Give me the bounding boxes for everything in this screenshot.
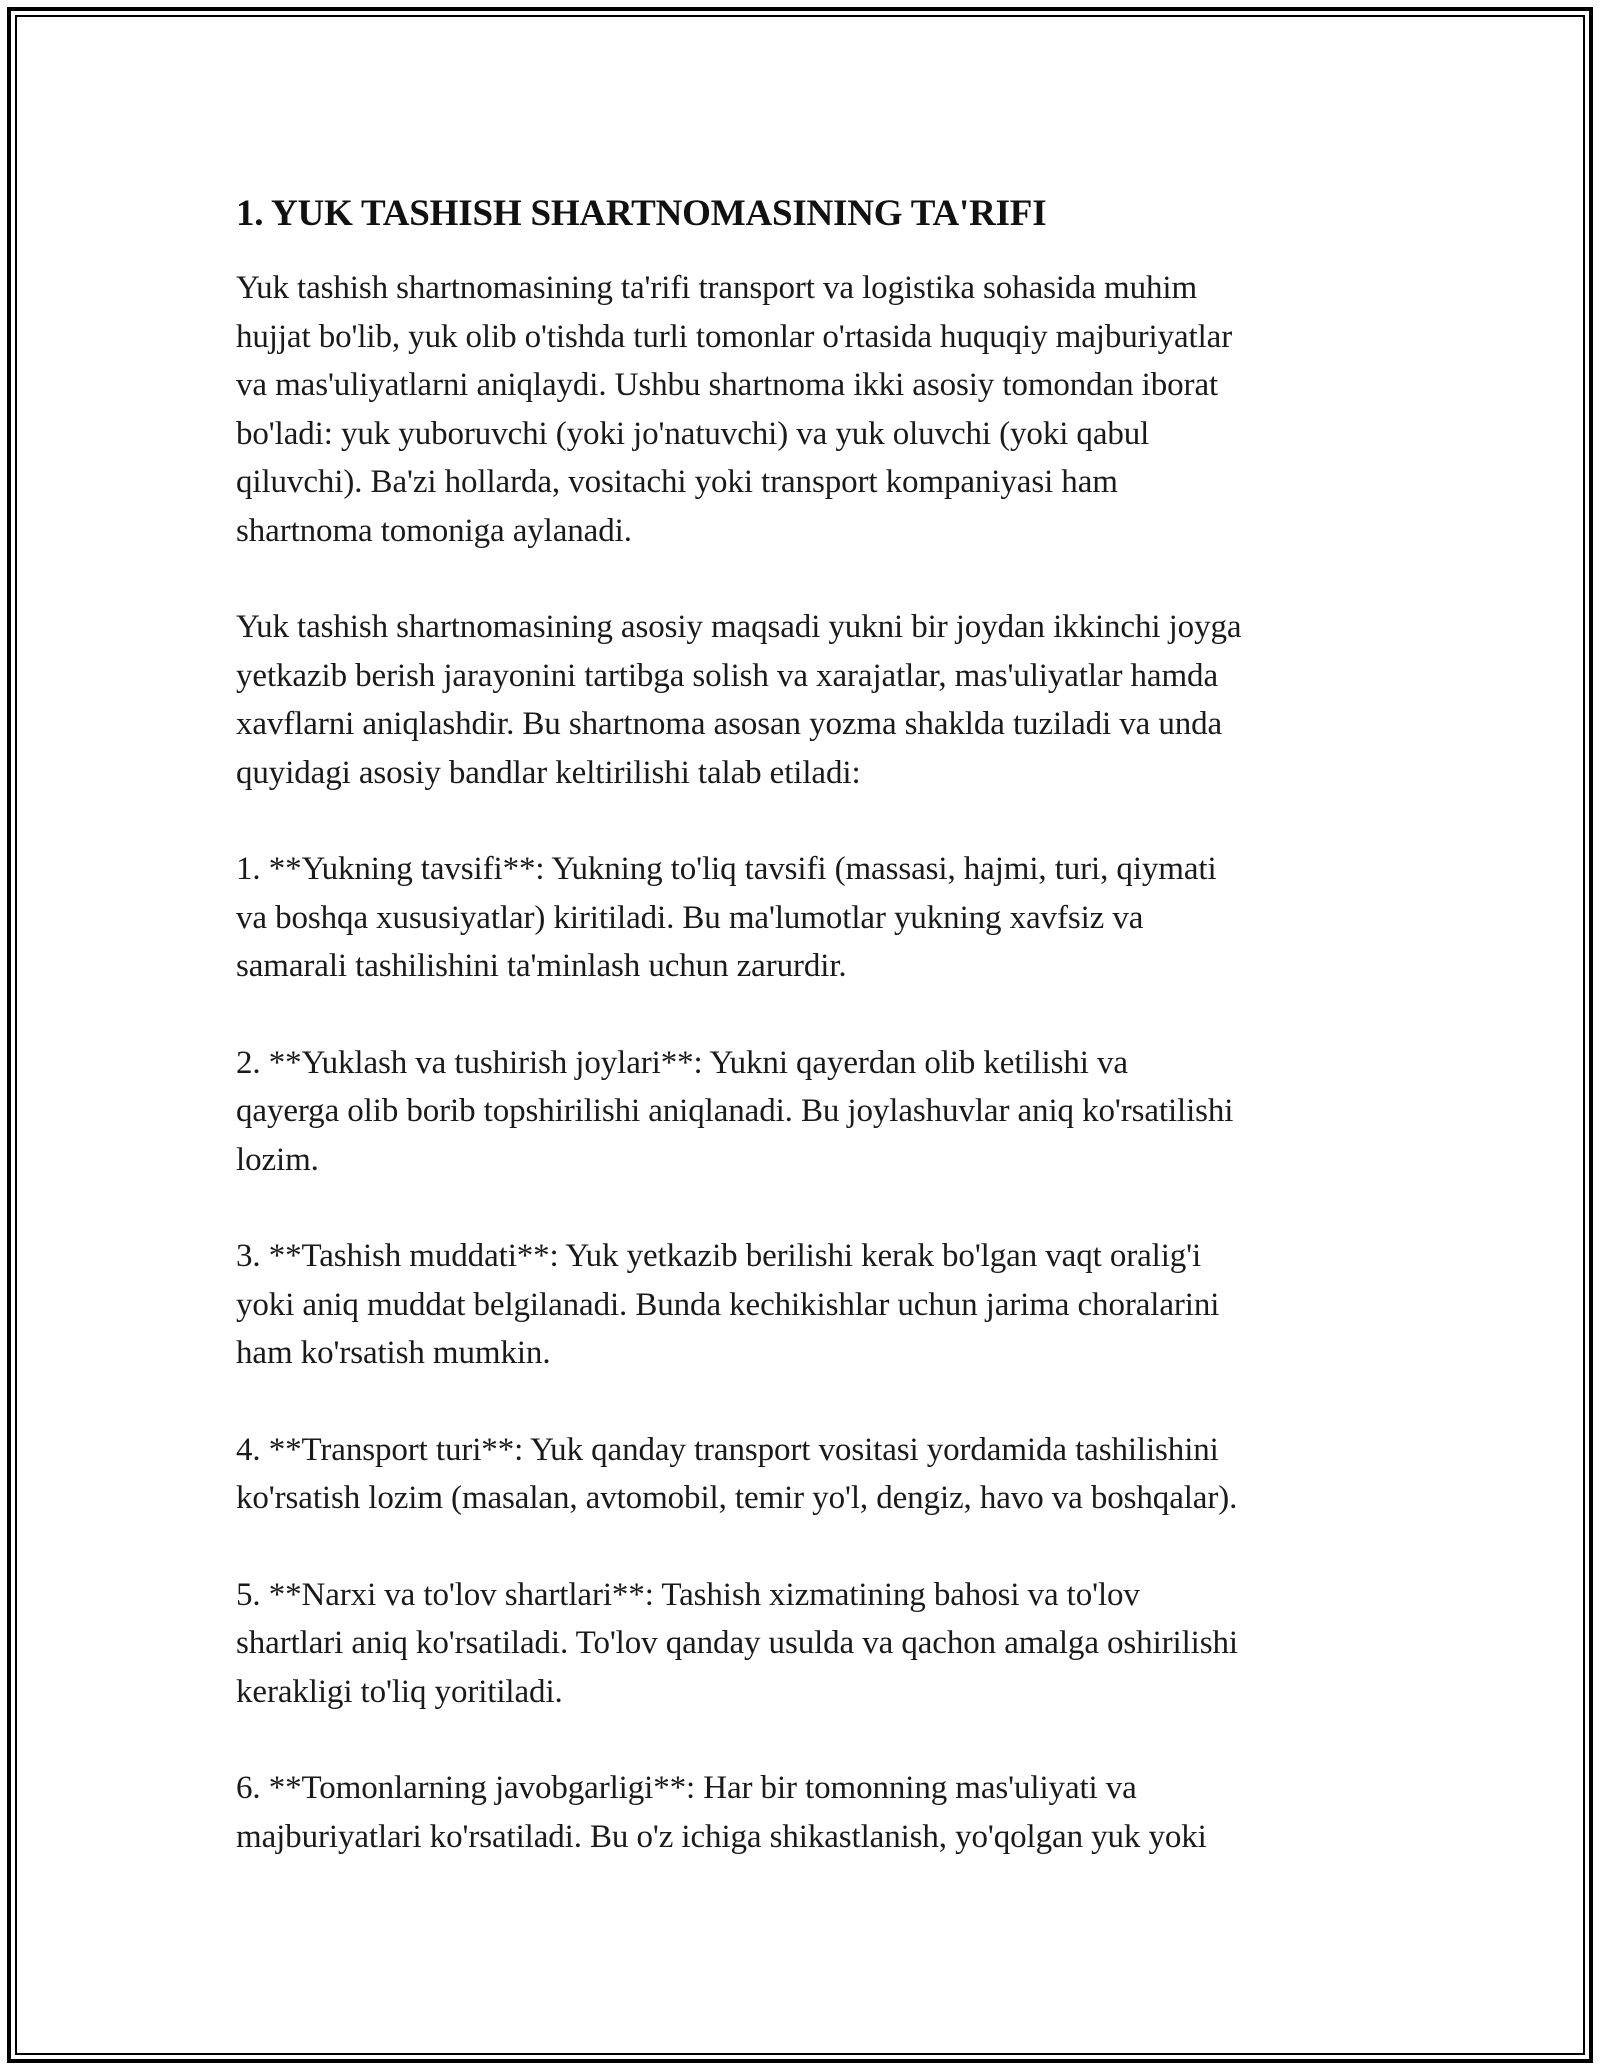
text-line: shartlari aniq ko'rsatiladi. To'lov qanday usulda va qachon amalga oshirilishi <box>236 1625 1238 1661</box>
text-line: va boshqa xususiyatlar) kiritiladi. Bu ma'lumotlar yukning xavfsiz va <box>236 899 1144 936</box>
text-line: va mas'uliyatlarni aniqlaydi. Ushbu shartnoma ikki asosiy tomondan iborat <box>236 367 1219 403</box>
text-line: quyidagi asosiy bandlar keltirilishi talab etiladi: <box>236 754 861 791</box>
text-line: 5. **Narxi va to'lov shartlari**: Tashish xizmatining bahosi va to'lov <box>236 1576 1140 1613</box>
text-line: hujjat bo'lib, yuk olib o'tishda turli tomonlar o'rtasida huquqiy majburiyatlar <box>236 318 1233 355</box>
document-body <box>236 184 1386 1909</box>
text-line: xavflarni aniqlashdir. Bu shartnoma asosan yozma shaklda tuziladi va unda <box>236 706 1223 742</box>
text-line: 4. **Transport turi**: Yuk qanday transport vositasi yordamida tashilishini <box>236 1431 1219 1468</box>
text-line: kerakligi to'liq yoritiladi. <box>236 1673 563 1710</box>
text-line: 2. **Yuklash va tushirish joylari**: Yukni qayerdan olib ketilishi va <box>236 1044 1128 1081</box>
text-line: Yuk tashish shartnomasining ta'rifi transport va logistika sohasida muhim <box>236 270 1198 306</box>
text-line: 6. **Tomonlarning javobgarligi**: Har bir tomonning mas'uliyati va <box>236 1770 1137 1806</box>
paragraph-purpose <box>236 603 1386 797</box>
list-item-transport-period <box>236 1232 1386 1378</box>
list-item-price-payment <box>236 1571 1386 1717</box>
list-item-liability <box>236 1764 1386 1861</box>
text-line: qayerga olib borib topshirilishi aniqlanadi. Bu joylashuvlar aniq ko'rsatilishi <box>236 1093 1234 1129</box>
paragraph-definition <box>236 264 1386 555</box>
text-line: bo'ladi: yuk yuboruvchi (yoki jo'natuvchi) va yuk oluvchi (yoki qabul <box>236 415 1150 452</box>
text-line: qiluvchi). Ba'zi hollarda, vositachi yoki transport kompaniyasi ham <box>236 464 1118 500</box>
text-line: majburiyatlari ko'rsatiladi. Bu o'z ichiga shikastlanish, yo'qolgan yuk yoki <box>236 1818 1207 1855</box>
text-line: yetkazib berish jarayonini tartibga solish va xarajatlar, mas'uliyatlar hamda <box>236 657 1218 694</box>
text-line: 1. **Yukning tavsifi**: Yukning to'liq tavsifi (massasi, hajmi, turi, qiymati <box>236 851 1217 887</box>
text-line: shartnoma tomoniga aylanadi. <box>236 512 632 549</box>
text-line: samarali tashilishini ta'minlash uchun zarurdir. <box>236 948 847 984</box>
section-heading: 1. YUK TASHISH SHARTNOMASINING TA'RIFI <box>236 193 1047 234</box>
text-line: ham ko'rsatish mumkin. <box>236 1335 551 1371</box>
text-line: ko'rsatish lozim (masalan, avtomobil, temir yo'l, dengiz, havo va boshqalar). <box>236 1480 1238 1516</box>
text-line: lozim. <box>236 1141 319 1178</box>
list-item-transport-type <box>236 1426 1386 1523</box>
list-item-cargo-description <box>236 845 1386 991</box>
text-line: Yuk tashish shartnomasining asosiy maqsadi yukni bir joydan ikkinchi joyga <box>236 609 1242 645</box>
text-line: 3. **Tashish muddati**: Yuk yetkazib berilishi kerak bo'lgan vaqt oralig'i <box>236 1238 1202 1274</box>
text-line: yoki aniq muddat belgilanadi. Bunda kechikishlar uchun jarima choralarini <box>236 1286 1220 1323</box>
list-item-loading-places <box>236 1039 1386 1185</box>
